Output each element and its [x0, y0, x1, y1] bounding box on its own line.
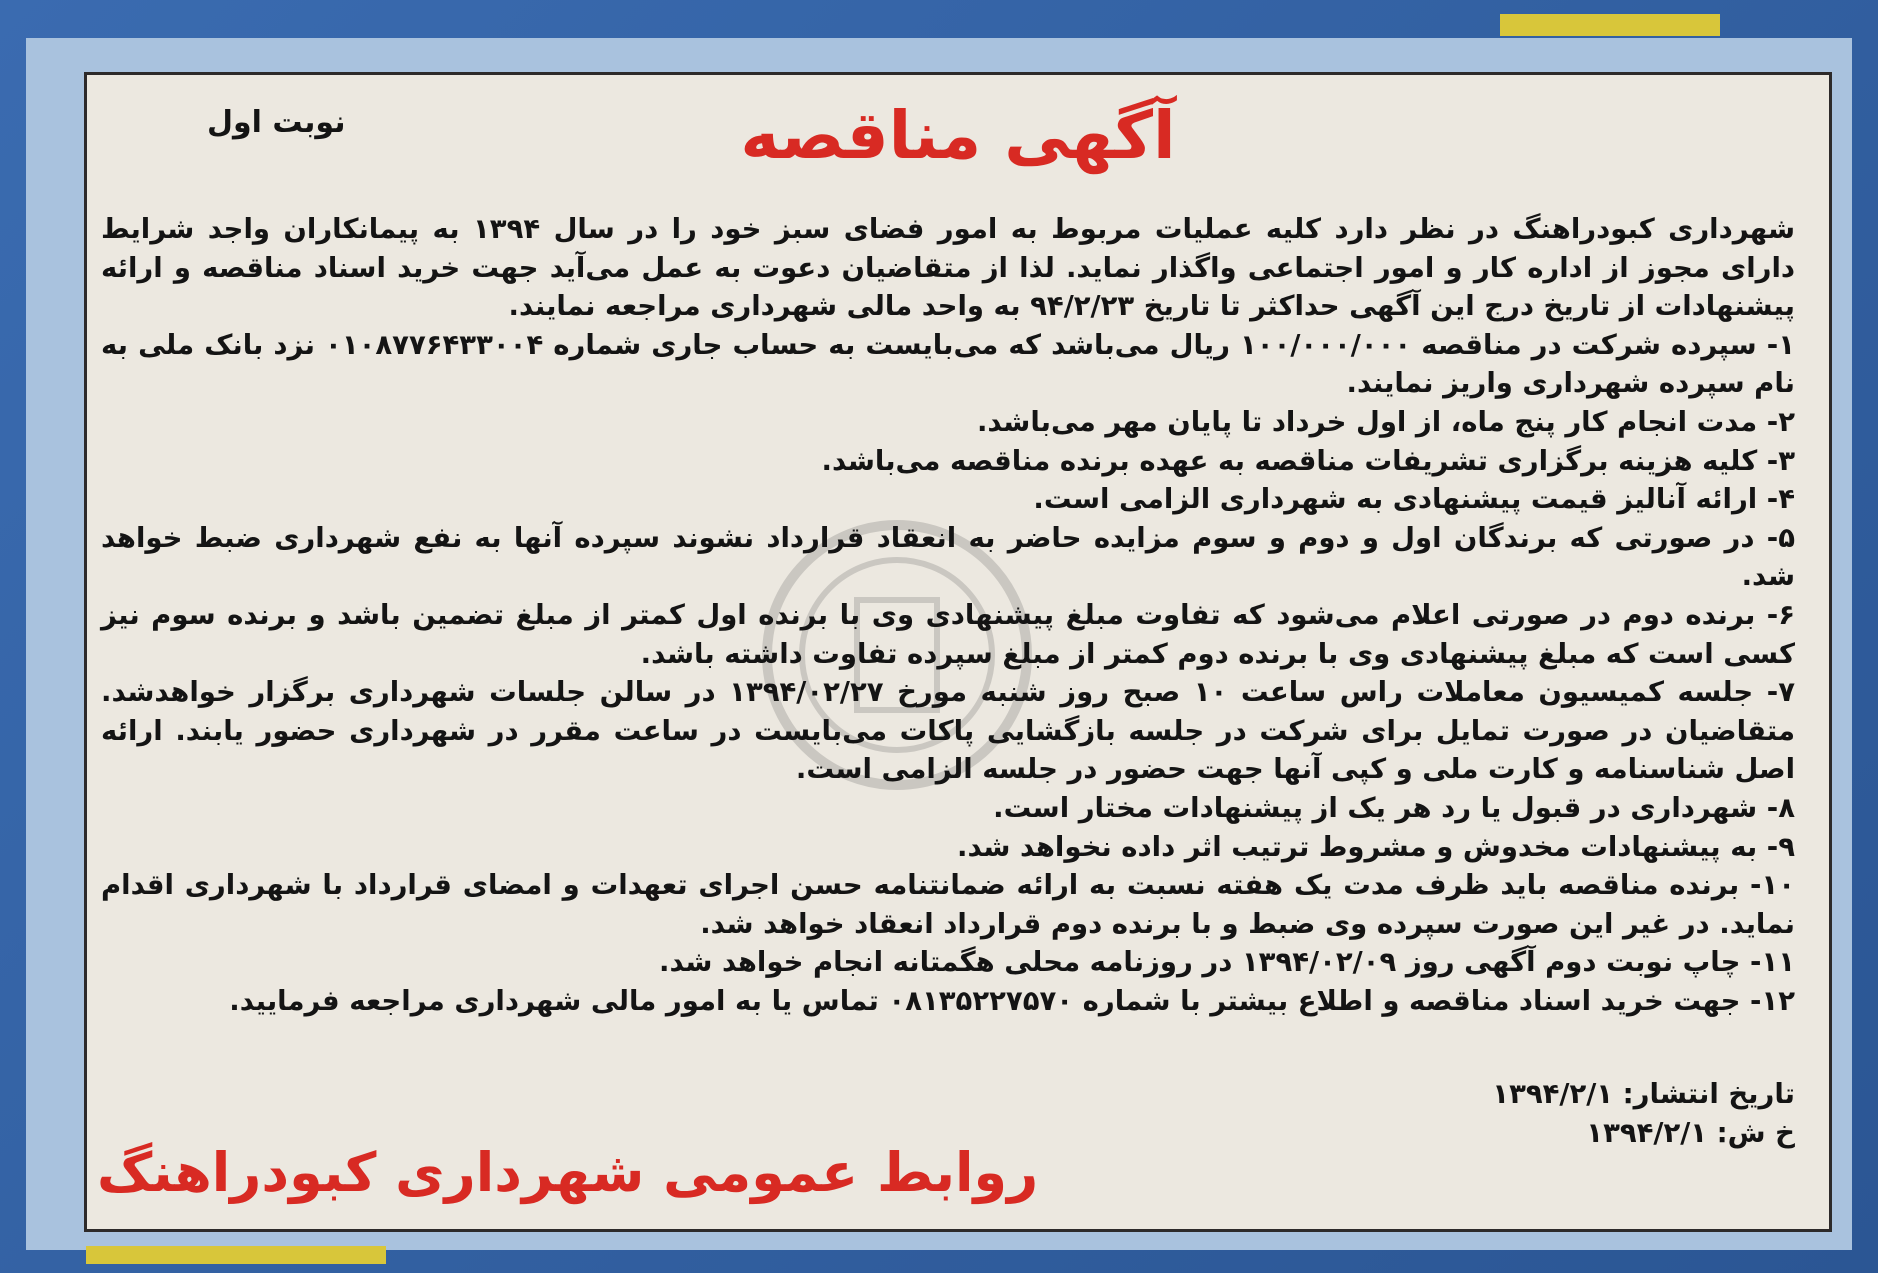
- signature-public-relations: روابط عمومی شهرداری کبودراهنگ: [97, 1141, 1039, 1204]
- yellow-stripe-bottom: [86, 1246, 386, 1264]
- list-item: ۴- ارائه آنالیز قیمت پیشنهادی به شهرداری الزامی است.: [1033, 483, 1795, 516]
- list-item: ۱۲- جهت خرید اسناد مناقصه و اطلاع بیشتر با شماره ۰۸۱۳۵۲۲۷۵۷۰ تماس یا به امور مالی شهرداری مراجعه فرمایید.: [229, 984, 1795, 1017]
- list-item: ۷- جلسه کمیسیون معاملات راس ساعت ۱۰ صبح روز شنبه مورخ ۱۳۹۴/۰۲/۲۷ در سالن جلسات شهرداری برگزار خواهدشد. متقاضیان در صورت تمایل برای شرکت در جلسه بازگشایی پاکات می‌بایست در ساعت مقرر در شهرداری حضور یابند. ارائه اصل شناسنامه و کارت ملی و کپی آنها جهت حضور در جلسه الزامی است.: [101, 676, 1795, 786]
- list-item: ۵- در صورتی که برندگان اول و دوم و سوم مزایده حاضر به انعقاد قرارداد نشوند سپرده آنها به نفع شهرداری ضبط خواهد شد.: [101, 521, 1795, 593]
- publish-date: تاریخ انتشار: ۱۳۹۴/۲/۱: [1492, 1078, 1795, 1110]
- intro-paragraph: شهرداری کبودراهنگ در نظر دارد کلیه عملیات مربوط به امور فضای سبز خود را در سال ۱۳۹۴ به پیمانکاران واجد شرایط دارای مجوز از اداره کار و امور اجتماعی واگذار نماید. لذا از متقاضیان دعوت به عمل می‌آید جهت خرید اسناد مناقصه و ارائه پیشنهادات از تاریخ درج این آگهی حداکثر تا تاریخ ۹۴/۲/۲۳ به واحد مالی شهرداری مراجعه نمایند.: [101, 213, 1796, 323]
- list-item: ۶- برنده دوم در صورتی اعلام می‌شود که تفاوت مبلغ پیشنهادی وی با برنده اول کمتر از مبلغ تضمین باشد و برنده سوم نیز کسی است که مبلغ پیشنهادی وی با برنده دوم کمتر از مبلغ سپرده تفاوت داشته باشد.: [101, 598, 1795, 670]
- list-item: ۱۰- برنده مناقصه باید ظرف مدت یک هفته نسبت به ارائه ضمانتنامه حسن اجرای تعهدات و امضای قرارداد با شهرداری اقدام نماید. در غیر این صورت سپرده وی ضبط و با برنده دوم قرارداد انعقاد خواهد شد.: [101, 869, 1795, 940]
- kh-sh-date: خ ش: ۱۳۹۴/۲/۱: [1586, 1116, 1795, 1149]
- notice-title: آگهی مناقصه: [740, 97, 1176, 174]
- list-item: ۲- مدت انجام کار پنج ماه، از اول خرداد تا پایان مهر می‌باشد.: [976, 405, 1795, 438]
- tender-notice: [84, 72, 1832, 1232]
- list-item: ۸- شهرداری در قبول یا رد هر یک از پیشنهادات مختار است.: [993, 791, 1795, 824]
- notice-body: [101, 210, 1795, 1020]
- yellow-stripe-top: [1500, 14, 1720, 36]
- list-item: ۹- به پیشنهادات مخدوش و مشروط ترتیب اثر داده نخواهد شد.: [957, 830, 1795, 863]
- list-item: ۱۱- چاپ نوبت دوم آگهی روز ۱۳۹۴/۰۲/۰۹ در روزنامه محلی هگمتانه انجام خواهد شد.: [659, 946, 1795, 979]
- dates-block: [1492, 1075, 1795, 1152]
- list-item: ۳- کلیه هزینه برگزاری تشریفات مناقصه به عهده برنده مناقصه می‌باشد.: [821, 444, 1795, 477]
- round-label: نوبت اول: [207, 105, 346, 140]
- list-item: ۱- سپرده شرکت در مناقصه ۱۰۰/۰۰۰/۰۰۰ ریال می‌باشد که می‌بایست به حساب جاری شماره ۰۱۰۸۷۷۶۴۳۳۰۰۴ نزد بانک ملی به نام سپرده شهرداری واریز نمایند.: [101, 328, 1795, 400]
